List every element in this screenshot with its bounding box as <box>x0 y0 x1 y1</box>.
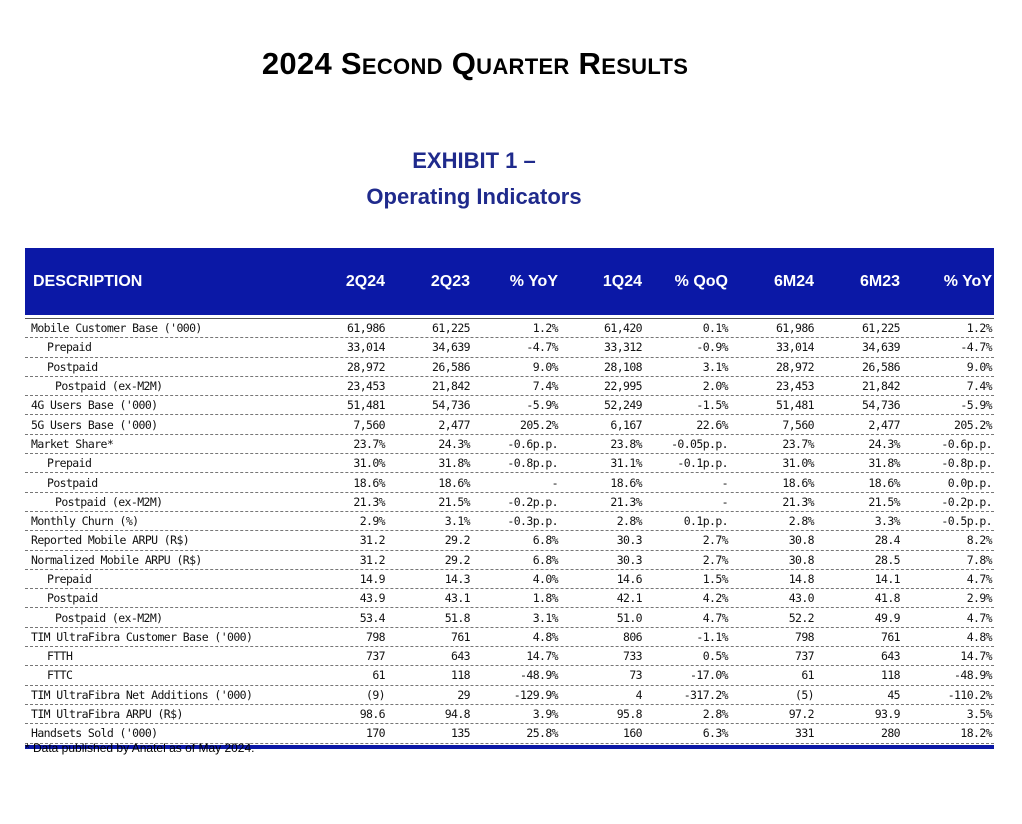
cell-yoy: 9.0% <box>532 359 558 374</box>
column-header-2q23: 2Q23 <box>430 272 470 290</box>
cell-2q24: 21.3% <box>353 494 385 509</box>
cell-6m24: 61 <box>801 668 814 683</box>
row-description: 4G Users Base ('000) <box>31 398 158 413</box>
cell-6m24: 30.8 <box>788 533 814 548</box>
cell-6m24: 51,481 <box>776 398 814 413</box>
cell-1q24: 806 <box>623 629 642 644</box>
cell-6m-yoy: 7.4% <box>966 379 992 394</box>
cell-qoq: -1.5% <box>696 398 728 413</box>
row-description: FTTH <box>47 649 73 664</box>
cell-6m-yoy: 7.8% <box>966 552 992 567</box>
cell-2q23: 21.5% <box>438 494 470 509</box>
cell-1q24: 42.1 <box>616 591 642 606</box>
cell-2q24: 61,986 <box>347 321 385 336</box>
cell-qoq: 2.7% <box>702 533 728 548</box>
row-description: Postpaid <box>47 359 98 374</box>
exhibit-title: Operating Indicators <box>366 184 582 209</box>
cell-6m-yoy: -48.9% <box>954 668 992 683</box>
cell-2q24: 798 <box>366 629 385 644</box>
cell-2q24: 737 <box>366 649 385 664</box>
cell-6m23: 118 <box>881 668 900 683</box>
cell-6m23: 21.5% <box>868 494 900 509</box>
cell-6m23: 61,225 <box>862 321 900 336</box>
cell-6m24: 52.2 <box>788 610 814 625</box>
cell-2q23: 21,842 <box>432 379 470 394</box>
cell-qoq: -0.05p.p. <box>671 436 728 451</box>
cell-6m24: 331 <box>795 726 814 741</box>
cell-1q24: 73 <box>629 668 642 683</box>
cell-yoy: -0.3p.p. <box>507 514 558 529</box>
cell-2q24: 2.9% <box>359 514 385 529</box>
cell-yoy: 4.0% <box>532 572 558 586</box>
cell-2q23: 3.1% <box>444 514 470 529</box>
cell-1q24: 61,420 <box>604 321 642 336</box>
cell-6m24: 28,972 <box>776 359 814 374</box>
cell-6m24: 21.3% <box>782 494 814 509</box>
column-header-1q24: 1Q24 <box>602 272 642 290</box>
cell-6m23: 280 <box>881 726 900 741</box>
cell-6m23: 24.3% <box>868 436 900 451</box>
cell-2q24: 18.6% <box>353 475 385 490</box>
column-header-description: DESCRIPTION <box>33 272 143 290</box>
cell-qoq: 2.8% <box>702 707 728 722</box>
cell-2q23: 54,736 <box>432 398 470 413</box>
row-description: Postpaid (ex-M2M) <box>55 610 163 625</box>
cell-yoy: 14.7% <box>526 649 558 664</box>
cell-6m24: 2.8% <box>788 514 814 529</box>
cell-6m-yoy: 18.2% <box>960 726 992 741</box>
cell-qoq: 0.5% <box>702 649 728 664</box>
cell-6m-yoy: 205.2% <box>954 417 992 432</box>
row-description: TIM UltraFibra Customer Base ('000) <box>31 629 253 644</box>
cell-1q24: 33,312 <box>604 340 642 355</box>
cell-2q23: 26,586 <box>432 359 470 374</box>
row-description: Market Share* <box>31 436 114 451</box>
table-row <box>25 512 994 531</box>
table-row <box>25 666 994 685</box>
cell-yoy: 1.2% <box>532 321 558 336</box>
cell-2q23: 24.3% <box>438 436 470 451</box>
table-row <box>25 551 994 570</box>
cell-qoq: 2.0% <box>702 379 728 394</box>
cell-qoq: 0.1p.p. <box>683 514 728 529</box>
cell-2q23: 135 <box>451 726 470 741</box>
cell-2q23: 118 <box>451 668 470 683</box>
cell-qoq: 6.3% <box>702 726 728 741</box>
cell-yoy: -0.6p.p. <box>507 436 558 451</box>
cell-6m23: 643 <box>881 649 900 664</box>
cell-1q24: 4 <box>635 687 642 702</box>
cell-6m23: 14.1 <box>874 572 900 586</box>
cell-2q24: 31.2 <box>359 533 385 548</box>
cell-2q23: 61,225 <box>432 321 470 336</box>
cell-2q23: 94.8 <box>444 707 470 722</box>
cell-2q23: 51.8 <box>444 610 470 625</box>
cell-1q24: 6,167 <box>610 417 642 432</box>
column-header-qoq: % QoQ <box>674 272 728 290</box>
cell-6m-yoy: -0.5p.p. <box>941 514 992 529</box>
cell-6m24: 61,986 <box>776 321 814 336</box>
cell-2q24: 33,014 <box>347 340 385 355</box>
cell-6m-yoy: 4.7% <box>966 572 992 586</box>
cell-6m23: 45 <box>887 687 900 702</box>
cell-6m24: 7,560 <box>782 417 814 432</box>
cell-2q24: 23.7% <box>353 436 385 451</box>
cell-2q23: 14.3 <box>444 572 470 586</box>
cell-6m-yoy: -110.2% <box>947 687 992 702</box>
table-row <box>25 570 994 589</box>
cell-1q24: 30.3 <box>616 533 642 548</box>
column-header-yoy: % YoY <box>509 272 558 290</box>
cell-6m23: 2,477 <box>868 417 900 432</box>
cell-qoq: -317.2% <box>683 687 728 702</box>
cell-yoy: 1.8% <box>532 591 558 606</box>
table-row <box>25 608 994 627</box>
cell-6m24: 23.7% <box>782 436 814 451</box>
cell-1q24: 2.8% <box>616 514 642 529</box>
cell-yoy: -4.7% <box>526 340 558 355</box>
cell-6m24: 31.0% <box>782 456 814 471</box>
row-description: Monthly Churn (%) <box>31 514 139 529</box>
cell-qoq: 4.7% <box>702 610 728 625</box>
cell-2q24: 43.9 <box>359 591 385 606</box>
cell-qoq: 2.7% <box>702 552 728 567</box>
cell-yoy: -0.2p.p. <box>507 494 558 509</box>
cell-6m-yoy: -0.6p.p. <box>941 436 992 451</box>
cell-yoy: 205.2% <box>520 417 558 432</box>
cell-1q24: 14.6 <box>616 572 642 586</box>
cell-6m-yoy: 14.7% <box>960 649 992 664</box>
cell-2q24: 23,453 <box>347 379 385 394</box>
cell-6m-yoy: 3.5% <box>966 707 992 722</box>
cell-2q23: 29.2 <box>444 552 470 567</box>
cell-6m-yoy: 4.8% <box>966 629 992 644</box>
cell-6m24: 33,014 <box>776 340 814 355</box>
row-description: Postpaid <box>47 475 98 490</box>
cell-1q24: 31.1% <box>610 456 642 471</box>
cell-2q24: 28,972 <box>347 359 385 374</box>
cell-yoy: - <box>551 475 558 490</box>
cell-6m23: 28.5 <box>874 552 900 567</box>
row-description: Prepaid <box>47 456 92 471</box>
cell-1q24: 51.0 <box>616 610 642 625</box>
column-header-6m23: 6M23 <box>859 272 900 290</box>
cell-6m23: 3.3% <box>874 514 900 529</box>
cell-qoq: 3.1% <box>702 359 728 374</box>
cell-qoq: 22.6% <box>696 417 728 432</box>
cell-2q23: 643 <box>451 649 470 664</box>
table-row <box>25 628 994 647</box>
cell-2q24: 14.9 <box>359 572 385 586</box>
cell-2q24: (9) <box>366 687 385 702</box>
cell-6m-yoy: -0.2p.p. <box>941 494 992 509</box>
cell-1q24: 22,995 <box>604 379 642 394</box>
row-description: TIM UltraFibra Net Additions ('000) <box>31 687 253 702</box>
cell-6m24: 43.0 <box>788 591 814 606</box>
cell-2q23: 761 <box>451 629 470 644</box>
row-description: Prepaid <box>47 340 92 355</box>
cell-yoy: -5.9% <box>526 398 558 413</box>
table-row <box>25 647 994 666</box>
cell-2q24: 61 <box>372 668 385 683</box>
table-header <box>25 248 994 318</box>
cell-yoy: 6.8% <box>532 552 558 567</box>
cell-1q24: 23.8% <box>610 436 642 451</box>
cell-qoq: - <box>721 475 728 490</box>
cell-yoy: 25.8% <box>526 726 558 741</box>
cell-qoq: 0.1% <box>702 321 728 336</box>
row-description: Handsets Sold ('000) <box>31 726 158 741</box>
cell-6m24: 30.8 <box>788 552 814 567</box>
cell-qoq: 1.5% <box>702 572 728 586</box>
cell-6m23: 31.8% <box>868 456 900 471</box>
operating-indicators-table <box>25 248 994 749</box>
row-description: Prepaid <box>47 572 92 586</box>
row-description: Reported Mobile ARPU (R$) <box>31 533 190 548</box>
table-row <box>25 338 994 357</box>
table-row <box>25 493 994 512</box>
cell-2q24: 7,560 <box>353 417 385 432</box>
cell-2q23: 31.8% <box>438 456 470 471</box>
cell-qoq: -0.1p.p. <box>677 456 728 471</box>
row-description: 5G Users Base ('000) <box>31 417 158 432</box>
cell-6m23: 28.4 <box>874 533 900 548</box>
cell-qoq: - <box>721 494 728 509</box>
cell-yoy: -48.9% <box>520 668 558 683</box>
cell-2q23: 43.1 <box>444 591 470 606</box>
cell-6m23: 54,736 <box>862 398 900 413</box>
cell-yoy: 7.4% <box>532 379 558 394</box>
table-row <box>25 435 994 454</box>
cell-6m23: 93.9 <box>874 707 900 722</box>
cell-2q23: 29 <box>457 687 470 702</box>
cell-6m-yoy: -5.9% <box>960 398 992 413</box>
cell-qoq: -17.0% <box>690 668 728 683</box>
cell-2q23: 2,477 <box>438 417 470 432</box>
cell-2q24: 53.4 <box>359 610 385 625</box>
cell-1q24: 733 <box>623 649 642 664</box>
cell-yoy: -0.8p.p. <box>507 456 558 471</box>
cell-2q24: 170 <box>366 726 385 741</box>
cell-qoq: 4.2% <box>702 591 728 606</box>
cell-yoy: 4.8% <box>532 629 558 644</box>
cell-yoy: -129.9% <box>513 687 558 702</box>
cell-6m23: 34,639 <box>862 340 900 355</box>
cell-6m23: 18.6% <box>868 475 900 490</box>
cell-2q23: 18.6% <box>438 475 470 490</box>
footnote: * Data published by Anatel as of May 2024. <box>25 741 255 755</box>
table-row <box>25 473 994 492</box>
cell-6m-yoy: 9.0% <box>966 359 992 374</box>
cell-6m24: 14.8 <box>788 572 814 586</box>
cell-1q24: 160 <box>623 726 642 741</box>
table-row <box>25 531 994 550</box>
table-row <box>25 705 994 724</box>
cell-yoy: 3.1% <box>532 610 558 625</box>
cell-2q24: 51,481 <box>347 398 385 413</box>
cell-2q24: 98.6 <box>359 707 385 722</box>
table-row <box>25 454 994 473</box>
cell-6m24: 798 <box>795 629 814 644</box>
cell-6m24: 18.6% <box>782 475 814 490</box>
cell-6m-yoy: 2.9% <box>966 591 992 606</box>
row-description: Normalized Mobile ARPU (R$) <box>31 552 202 567</box>
cell-6m-yoy: -4.7% <box>960 340 992 355</box>
cell-yoy: 6.8% <box>532 533 558 548</box>
column-header-6m-yoy: % YoY <box>943 272 992 290</box>
row-description: TIM UltraFibra ARPU (R$) <box>31 707 183 722</box>
cell-2q24: 31.2 <box>359 552 385 567</box>
cell-1q24: 30.3 <box>616 552 642 567</box>
cell-6m23: 41.8 <box>874 591 900 606</box>
cell-1q24: 52,249 <box>604 398 642 413</box>
table-row <box>25 377 994 396</box>
cell-6m-yoy: 1.2% <box>966 321 992 336</box>
cell-1q24: 28,108 <box>604 359 642 374</box>
cell-6m-yoy: -0.8p.p. <box>941 456 992 471</box>
cell-2q23: 29.2 <box>444 533 470 548</box>
cell-qoq: -1.1% <box>696 629 728 644</box>
cell-6m24: 23,453 <box>776 379 814 394</box>
table-row <box>25 686 994 705</box>
table-row <box>25 358 994 377</box>
row-description: Postpaid (ex-M2M) <box>55 494 163 509</box>
cell-6m24: 97.2 <box>788 707 814 722</box>
cell-6m-yoy: 8.2% <box>966 533 992 548</box>
cell-6m-yoy: 4.7% <box>966 610 992 625</box>
page-title: 2024 Second Quarter Results <box>261 46 689 81</box>
cell-6m23: 26,586 <box>862 359 900 374</box>
table-row <box>25 415 994 434</box>
table-row <box>25 589 994 608</box>
cell-6m23: 21,842 <box>862 379 900 394</box>
row-description: Mobile Customer Base ('000) <box>31 321 202 336</box>
column-header-2q24: 2Q24 <box>345 272 385 290</box>
table-row <box>25 319 994 338</box>
cell-yoy: 3.9% <box>532 707 558 722</box>
row-description: Postpaid <box>47 591 98 606</box>
column-header-6m24: 6M24 <box>773 272 814 290</box>
row-description: Postpaid (ex-M2M) <box>55 379 163 394</box>
cell-2q23: 34,639 <box>432 340 470 355</box>
cell-2q24: 31.0% <box>353 456 385 471</box>
cell-1q24: 21.3% <box>610 494 642 509</box>
cell-6m24: (5) <box>795 687 814 702</box>
table-body <box>25 318 994 744</box>
exhibit-number: EXHIBIT 1 – <box>412 148 536 173</box>
cell-1q24: 95.8 <box>616 707 642 722</box>
cell-6m-yoy: 0.0p.p. <box>947 475 992 490</box>
cell-6m23: 49.9 <box>874 610 900 625</box>
row-description: FTTC <box>47 668 73 683</box>
cell-6m23: 761 <box>881 629 900 644</box>
cell-6m24: 737 <box>795 649 814 664</box>
cell-1q24: 18.6% <box>610 475 642 490</box>
table-row <box>25 396 994 415</box>
cell-qoq: -0.9% <box>696 340 728 355</box>
